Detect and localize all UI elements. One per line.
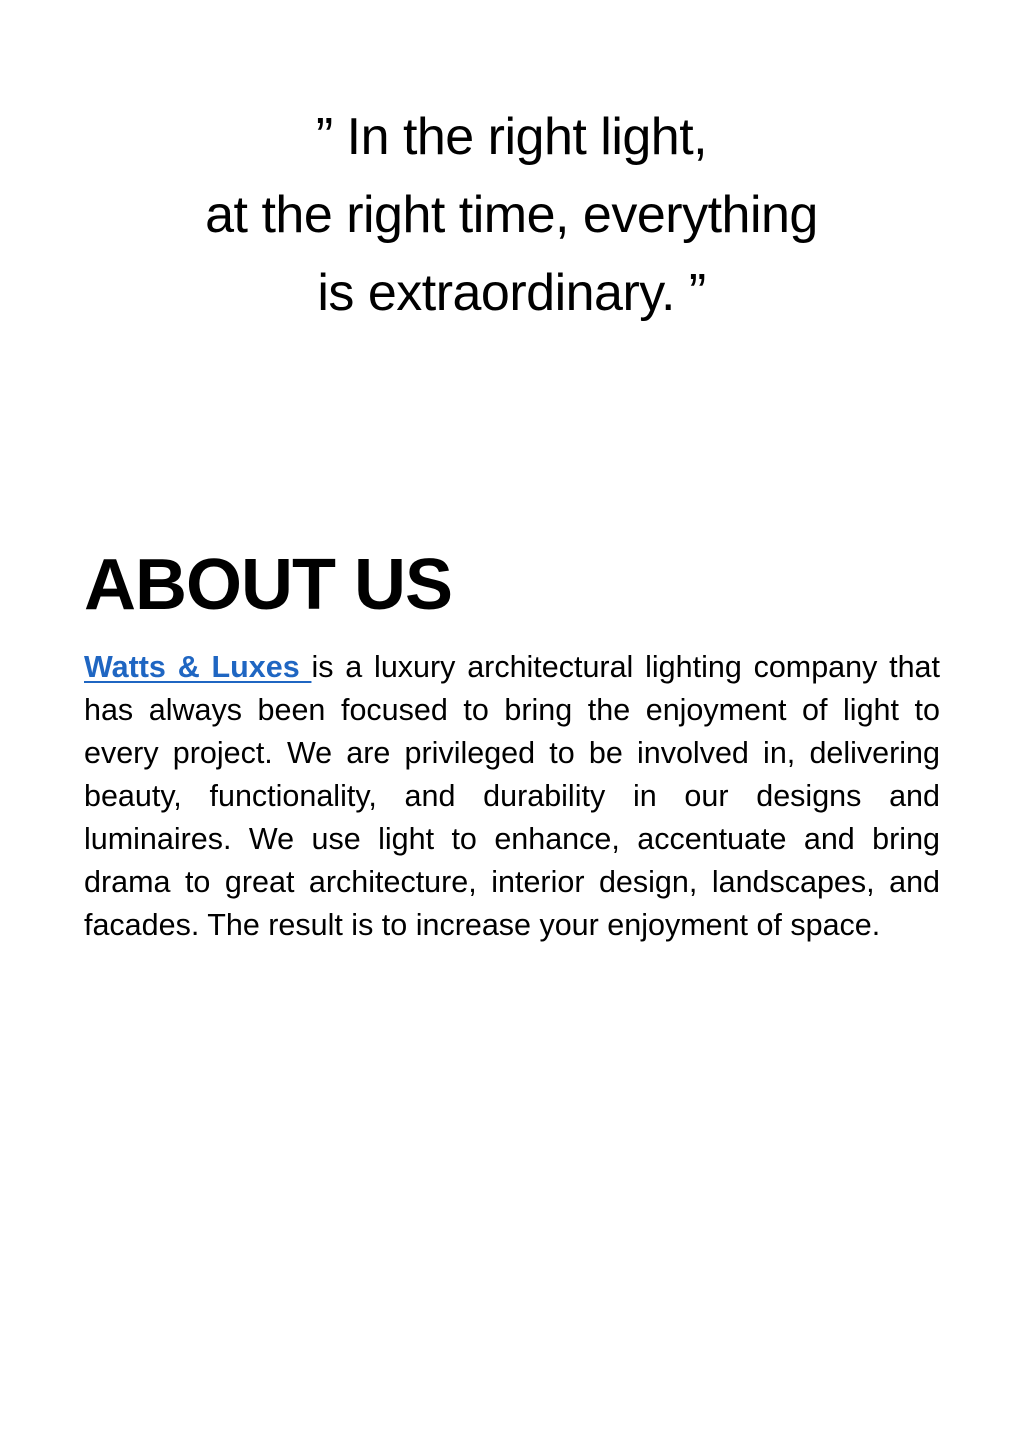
quote-line-1: ” In the right light, [315,108,708,166]
about-paragraph [84,646,940,947]
quote-block [60,98,963,332]
about-body-text: is a luxury architectural lighting company that has always been focused to bring the enjoyment of light to every project. We are privileged to be involved in, delivering beauty, functionality, and durability in our designs and luminaires. We use light to enhance, accentuate and bring drama to great architecture, interior design, landscapes, and facades. The result is to increase your enjoyment of space. [84,650,940,942]
quote-line-3: is extraordinary. ” [317,264,706,322]
quote-line-2: at the right time, everything [205,186,818,244]
brand-link[interactable]: Watts & Luxes [84,650,312,684]
about-heading: ABOUT US [84,545,452,625]
